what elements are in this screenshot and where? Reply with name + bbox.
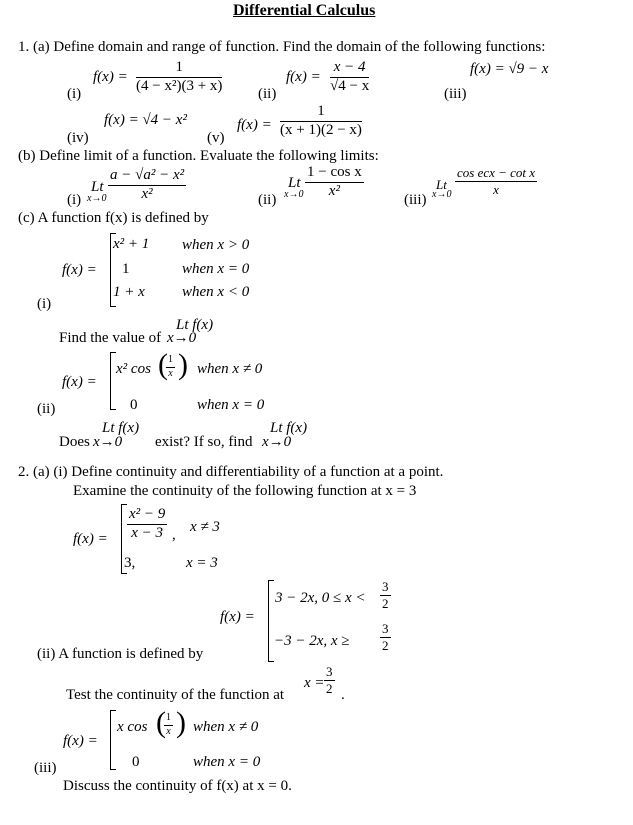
q2a-prompt: 2. (a) (i) Define continuity and differentiability of a function at a point. — [18, 464, 444, 480]
q1c-prompt: (c) A function f(x) is defined by — [18, 210, 209, 226]
q2a-ii-case1-expr: 3 − 2x, 0 ≤ x < — [275, 590, 366, 606]
q2a-ii-at-num: 3 — [326, 664, 333, 679]
q1a-i-fraction — [136, 60, 222, 95]
q2a-iii-case1-den: x — [166, 725, 171, 737]
q1c-i-lt-expr: Lt f(x) — [176, 317, 214, 333]
q2a-ii-at-frac — [324, 665, 335, 695]
q2a-ii-case2-frac — [380, 622, 391, 652]
q1c-ii-case1-expr: x² cos — [116, 361, 151, 377]
q1c-ii-does-text: Does — [59, 434, 90, 450]
q2a-ii-case1-den: 2 — [382, 595, 389, 611]
q1c-i-case2-cond: when x = 0 — [182, 261, 250, 277]
q1c-i-lhs: f(x) = — [62, 262, 97, 278]
q1a-ii-num: x − 4 — [330, 60, 369, 78]
q1a-ii-label: (ii) — [258, 86, 277, 102]
q1c-ii-case1-num: 1 — [166, 355, 175, 368]
q1b-prompt: (b) Define limit of a function. Evaluate the following limits: — [18, 148, 379, 164]
q1a-prompt: 1. (a) Define domain and range of function. Find the domain of the following functions: — [18, 39, 546, 55]
q1c-ii-lt-expr: Lt f(x) — [102, 420, 140, 436]
q2a-ii-case1-num: 3 — [382, 579, 389, 594]
q1a-ii-den: √4 − x — [330, 77, 370, 94]
q2a-i-case1-num: x² − 9 — [127, 507, 167, 525]
q2a-iii-case1-expr: x cos — [117, 719, 148, 735]
q1a-i-den: (4 − x²)(3 + x) — [136, 77, 223, 94]
q1c-ii-label: (ii) — [37, 401, 56, 417]
q1c-ii-lhs: f(x) = — [62, 374, 97, 390]
q2a-iii-lparen: ( — [156, 706, 166, 739]
q1c-ii-case1-frac — [166, 355, 175, 379]
q1c-ii-rparen: ) — [178, 348, 188, 381]
q1b-iii-lt: Lt — [436, 177, 447, 192]
q2a-i-case2-expr: 3, — [124, 555, 136, 571]
q1b-ii-sub: x→0 — [284, 189, 304, 200]
q1a-iv-label: (iv) — [67, 130, 89, 146]
q1a-v-num: 1 — [280, 104, 362, 122]
q1c-i-case3-expr: 1 + x — [113, 284, 145, 300]
q1b-i-den: x² — [141, 185, 153, 202]
q1c-i-case2-expr: 1 — [122, 261, 130, 277]
q1b-iii-label: (iii) — [404, 192, 427, 208]
q2a-i-case1-comma: , — [172, 527, 176, 543]
q1c-ii-case1-cond: when x ≠ 0 — [197, 361, 263, 377]
q1b-iii-fraction — [455, 166, 537, 196]
q1b-ii-num: 1 − cos x — [305, 165, 364, 183]
q1a-i-lhs: f(x) = — [93, 69, 128, 85]
q2a-ii-brace — [268, 580, 274, 662]
q1a-i-label: (i) — [67, 86, 82, 102]
q2a-examine: Examine the continuity of the following function at x = 3 — [73, 483, 417, 499]
q1b-ii-lt: Lt — [288, 175, 301, 191]
q1b-i-label: (i) — [67, 192, 82, 208]
q1c-ii-lparen: ( — [158, 348, 168, 381]
q1a-v-label: (v) — [207, 130, 225, 146]
q1c-ii-exist-text: exist? If so, find — [155, 434, 253, 450]
q1c-i-label: (i) — [37, 296, 52, 312]
q1a-iv-expr: f(x) = √4 − x² — [104, 112, 187, 128]
q2a-ii-test-text: Test the continuity of the function at — [66, 687, 285, 703]
q1c-ii-lt2-sub: x→0 — [262, 434, 292, 450]
q2a-iii-case2-expr: 0 — [132, 754, 140, 770]
q2a-ii-label: (ii) A function is defined by — [37, 646, 204, 662]
q1c-i-case1-expr: x² + 1 — [113, 236, 150, 252]
q2a-iii-discuss: Discuss the continuity of f(x) at x = 0. — [63, 778, 292, 794]
q1b-iii-sub: x→0 — [432, 189, 452, 200]
q1c-i-find-text: Find the value of — [59, 330, 162, 346]
q2a-i-case1-den: x − 3 — [131, 524, 164, 541]
q1a-iii-expr: f(x) = √9 − x — [470, 61, 549, 77]
q2a-i-case1-frac — [127, 507, 167, 542]
q1b-i-lt: Lt — [91, 179, 104, 195]
q2a-iii-rparen: ) — [176, 706, 186, 739]
q1b-ii-label: (ii) — [258, 192, 277, 208]
q2a-i-lhs: f(x) = — [73, 531, 108, 547]
q1b-ii-fraction — [305, 165, 364, 200]
q2a-iii-case2-cond: when x = 0 — [193, 754, 261, 770]
q2a-i-case1-cond: x ≠ 3 — [190, 519, 220, 535]
q2a-i-case2-cond: x = 3 — [186, 555, 218, 571]
q1c-i-case3-cond: when x < 0 — [182, 284, 250, 300]
q2a-iii-label: (iii) — [34, 760, 57, 776]
q2a-ii-case2-num: 3 — [382, 621, 389, 636]
q1a-v-den: (x + 1)(2 − x) — [280, 121, 362, 138]
q2a-iii-brace — [110, 710, 116, 770]
q2a-iii-case1-frac — [164, 713, 173, 737]
q2a-ii-case2-expr: −3 − 2x, x ≥ — [274, 633, 350, 649]
q1c-ii-case2-cond: when x = 0 — [197, 397, 265, 413]
q1b-i-num: a − √a² − x² — [108, 168, 186, 186]
q1c-i-lt-sub: x→0 — [167, 330, 197, 346]
q2a-ii-case2-den: 2 — [382, 637, 389, 653]
q1b-ii-den: x² — [328, 182, 340, 199]
q1b-iii-den: x — [493, 181, 499, 197]
q1a-ii-lhs: f(x) = — [286, 69, 321, 85]
q2a-ii-at-den: 2 — [326, 680, 333, 696]
q1a-i-num: 1 — [136, 60, 222, 78]
q1a-v-lhs: f(x) = — [237, 117, 272, 133]
q2a-ii-at-period: . — [341, 687, 345, 703]
q1b-iii-num: cos ecx − cot x — [457, 165, 536, 180]
q2a-iii-case1-num: 1 — [164, 713, 173, 726]
q1a-v-fraction — [280, 104, 362, 139]
q1b-i-fraction — [108, 168, 186, 203]
q2a-ii-at-expr: x = — [304, 675, 325, 691]
page-title: Differential Calculus — [233, 2, 376, 19]
q2a-ii-case1-frac — [380, 580, 391, 610]
q1c-i-case1-cond: when x > 0 — [182, 237, 250, 253]
q2a-ii-lhs: f(x) = — [220, 609, 255, 625]
q1c-ii-lt2-expr: Lt f(x) — [270, 420, 308, 436]
q2a-iii-case1-cond: when x ≠ 0 — [193, 719, 259, 735]
q1a-ii-fraction — [330, 60, 369, 95]
q1b-i-sub: x→0 — [87, 193, 107, 204]
q1a-iii-label: (iii) — [444, 86, 467, 102]
q1c-ii-lt-sub: x→0 — [93, 434, 123, 450]
q1c-ii-case2-expr: 0 — [130, 397, 138, 413]
q1c-ii-case1-den: x — [168, 367, 173, 379]
q2a-iii-lhs: f(x) = — [63, 733, 98, 749]
